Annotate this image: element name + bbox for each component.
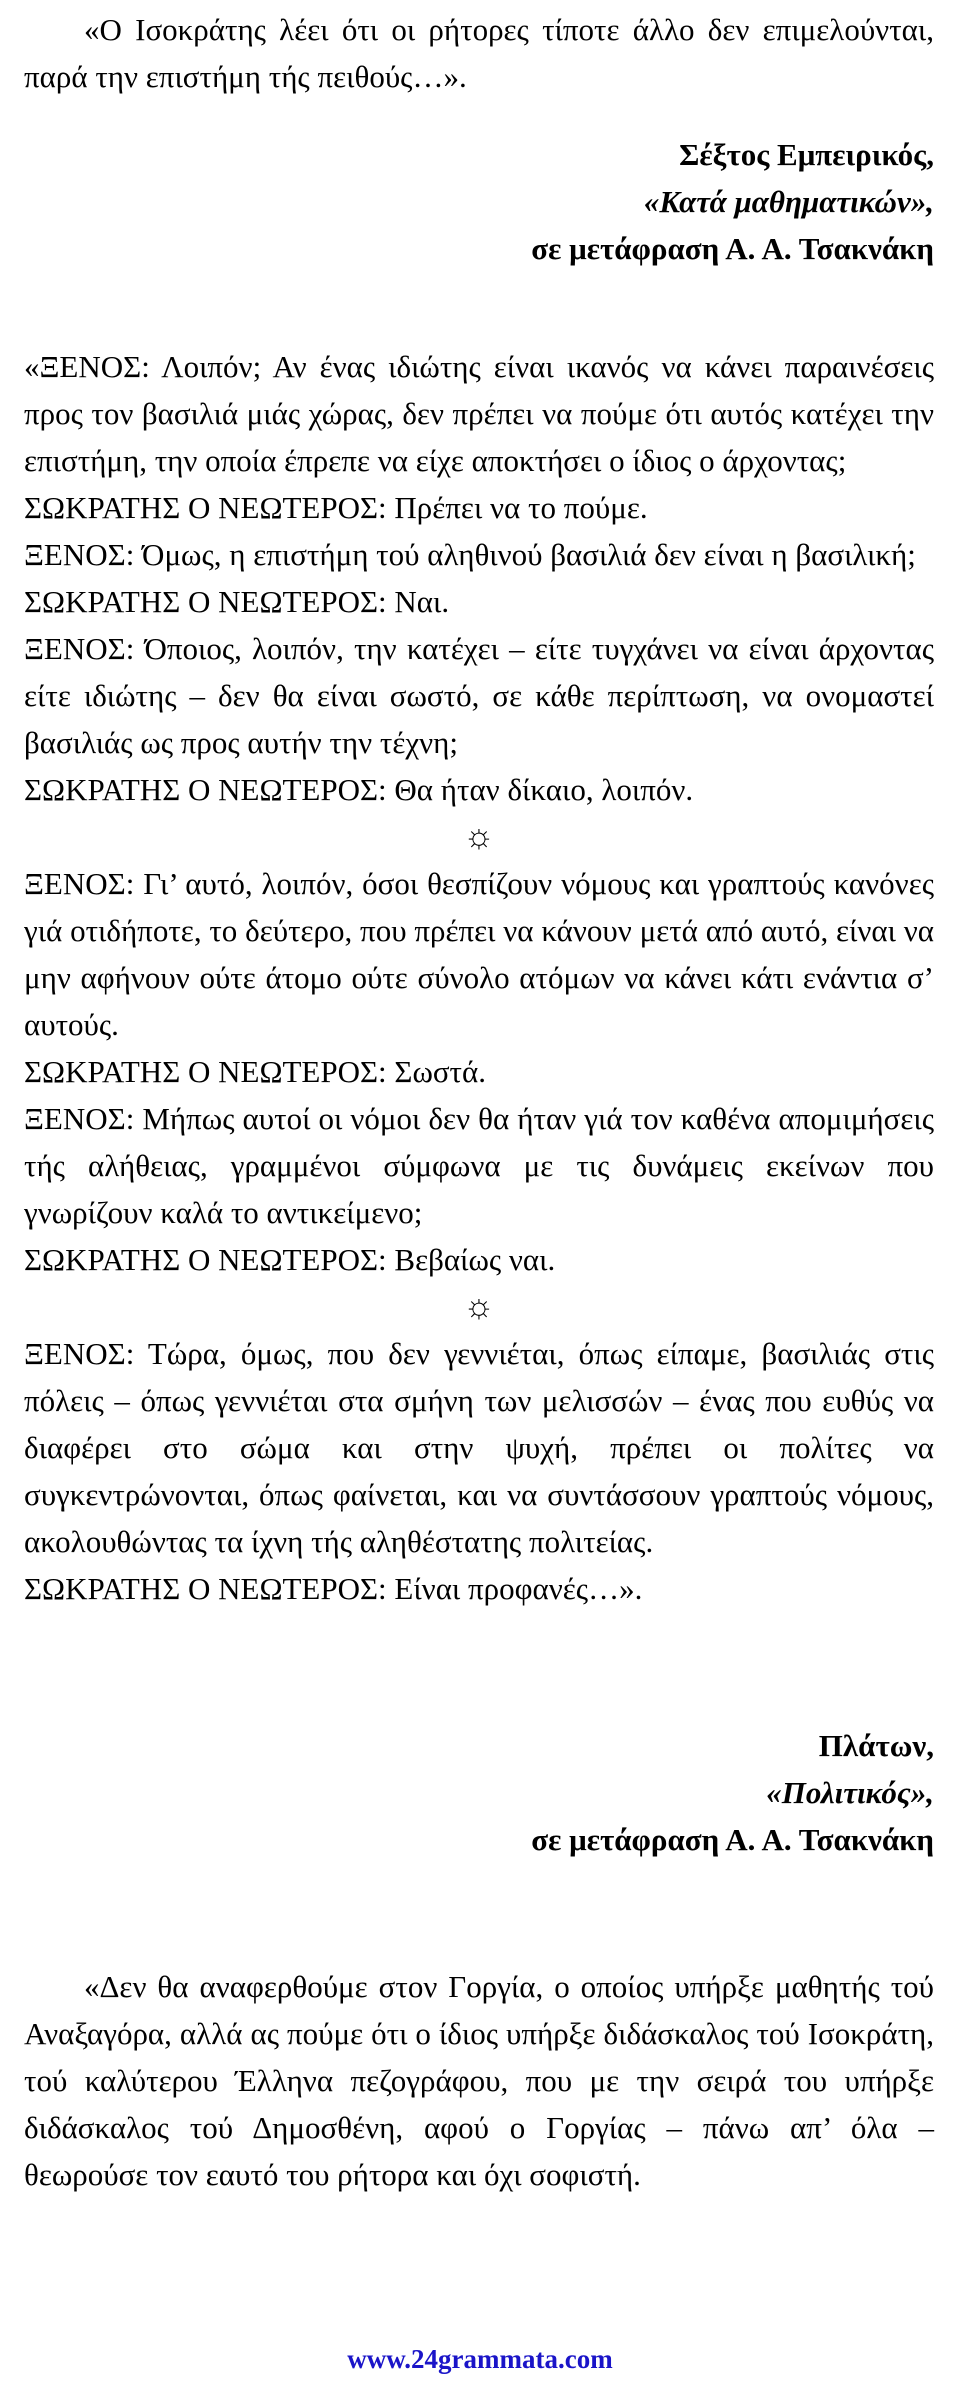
attribution-author: Πλάτων, <box>818 1728 934 1763</box>
section-divider-sun-icon: ☼ <box>463 818 495 855</box>
attribution-plato <box>24 1722 934 1863</box>
dialogue-line: ΣΩΚΡΑΤΗΣ Ο ΝΕΩΤΕΡΟΣ: Θα ήταν δίκαιο, λοιπόν. <box>24 772 694 807</box>
attribution-translation: σε μετάφραση Α. Α. Τσακνάκη <box>531 231 934 266</box>
dialogue-line: ΣΩΚΡΑΤΗΣ Ο ΝΕΩΤΕΡΟΣ: Σωστά. <box>24 1054 487 1089</box>
attribution-author: Σέξτος Εμπειρικός, <box>679 137 934 172</box>
dialogue-line: ΣΩΚΡΑΤΗΣ Ο ΝΕΩΤΕΡΟΣ: Ναι. <box>24 584 450 619</box>
dialogue-line: «ΞΕΝΟΣ: Λοιπόν; Αν ένας ιδιώτης είναι ικανός να κάνει παραινέσεις προς τον βασιλιά μιάς χώρας, δεν πρέπει να πούμε ότι αυτός κατέχει την επιστήμη, την οποία έπρεπε να είχε αποκτήσει ο ίδιος ο άρχοντας; <box>24 349 934 478</box>
quote-sextus <box>24 6 934 100</box>
dialogue-line: ΞΕΝΟΣ: Όποιος, λοιπόν, την κατέχει – είτε τυγχάνει να είναι άρχοντας είτε ιδιώτης – δεν θα είναι σωστό, σε κάθε περίπτωση, να ονομαστεί βασιλιάς ως προς αυτήν την τέχνη; <box>24 631 934 760</box>
dialogue-line: ΞΕΝΟΣ: Τώρα, όμως, που δεν γεννιέται, όπως είπαμε, βασιλιάς στις πόλεις – όπως γεννιέται στα σμήνη των μελισσών – ένας που ευθύς να διαφέρει στο σώμα και στην ψυχή, πρέπει οι πολίτες να συγκεντρώνονται, όπως φαίνεται, και να συντάσσουν γραπτούς νόμους, ακολουθώντας τα ίχνη τής αληθέστατης πολιτείας. <box>24 1336 934 1559</box>
dialogue-line: ΣΩΚΡΑΤΗΣ Ο ΝΕΩΤΕΡΟΣ: Είναι προφανές…». <box>24 1571 643 1606</box>
quote-text: «Δεν θα αναφερθούμε στον Γοργία, ο οποίος υπήρξε μαθητής τού Αναξαγόρα, αλλά ας πούμε ότι ο ίδιος υπήρξε διδάσκαλος τού Ισοκράτη, τού καλύτερου Έλληνα πεζογράφου, που με την σειρά του υπήρξε διδάσκαλος τού Δημοσθένη, αφού ο Γοργίας – πάνω απ’ όλα – θεωρούσε τον εαυτό του ρήτορα και όχι σοφιστή. <box>24 1969 934 2192</box>
dialogue-line: ΞΕΝΟΣ: Όμως, η επιστήμη τού αληθινού βασιλιά δεν είναι η βασιλική; <box>24 537 916 572</box>
dialogue-line: ΣΩΚΡΑΤΗΣ Ο ΝΕΩΤΕΡΟΣ: Πρέπει να το πούμε. <box>24 490 648 525</box>
attribution-translation: σε μετάφραση Α. Α. Τσακνάκη <box>531 1822 934 1857</box>
footer-website-link[interactable]: www.24grammata.com <box>347 2344 613 2374</box>
section-divider-sun-icon: ☼ <box>463 1288 495 1325</box>
quote-text: «Ο Ισοκράτης λέει ότι οι ρήτορες τίποτε άλλο δεν επιμελούνται, παρά την επιστήμη τής πειθούς…». <box>24 12 934 94</box>
attribution-work: «Πολιτικός», <box>766 1775 934 1810</box>
attribution-work: «Κατά μαθηματικών», <box>643 184 934 219</box>
dialogue-line: ΞΕΝΟΣ: Γι’ αυτό, λοιπόν, όσοι θεσπίζουν νόμους και γραπτούς κανόνες γιά οτιδήποτε, το δεύτερο, που πρέπει να κάνουν μετά από αυτό, είναι να μην αφήνουν ούτε άτομο ούτε σύνολο ατόμων να κάνει κάτι ενάντια σ’ αυτούς. <box>24 866 934 1042</box>
quote-gorgias <box>24 1963 934 2198</box>
dialogue-line: ΞΕΝΟΣ: Μήπως αυτοί οι νόμοι δεν θα ήταν γιά τον καθένα απομιμήσεις τής αλήθειας, γραμμένοι σύμφωνα με τις δυνάμεις εκείνων που γνωρίζουν καλά το αντικείμενο; <box>24 1101 934 1230</box>
dialogue-line: ΣΩΚΡΑΤΗΣ Ο ΝΕΩΤΕΡΟΣ: Βεβαίως ναι. <box>24 1242 556 1277</box>
dialogue-plato <box>24 343 934 1612</box>
attribution-sextus <box>24 131 934 272</box>
